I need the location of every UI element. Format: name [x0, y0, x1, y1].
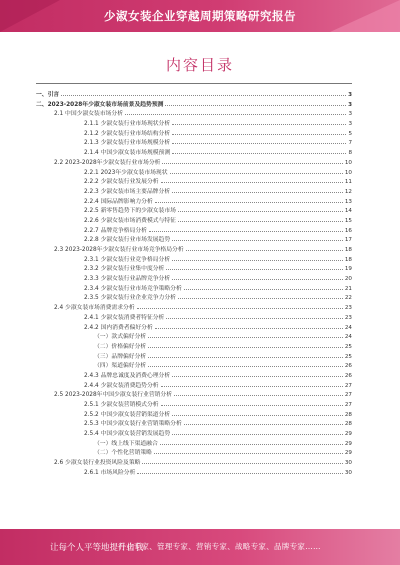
toc-entry[interactable]: [36, 254, 352, 264]
toc-leader-dots: [178, 292, 343, 299]
toc-entry[interactable]: [36, 234, 352, 244]
toc-entry-page: 5: [348, 130, 352, 137]
toc-entry-page: 27: [344, 392, 352, 399]
toc-entry-page: 10: [344, 169, 352, 176]
toc-entry[interactable]: [36, 167, 352, 177]
toc-entry[interactable]: [36, 244, 352, 254]
toc-entry-page: 26: [344, 363, 352, 370]
toc-entry[interactable]: [36, 108, 352, 118]
toc-entry-label: 2.2.3 少淑女装市场主要品牌分析: [84, 188, 171, 195]
toc-entry-label: （二）个性化营销策略: [94, 450, 152, 457]
toc-leader-dots: [170, 167, 343, 174]
footer-banner: [0, 529, 400, 565]
toc-entry[interactable]: [36, 89, 352, 99]
toc-entry-page: 21: [344, 285, 352, 292]
toc-entry-label: 2.5 2023-2028年中国少淑女装行业营销分析: [54, 392, 173, 399]
toc-entry[interactable]: [36, 196, 352, 206]
toc-leader-dots: [172, 409, 343, 416]
toc-entry[interactable]: [36, 467, 352, 477]
toc-entry[interactable]: [36, 341, 352, 351]
toc-leader-dots: [149, 225, 343, 232]
toc-entry[interactable]: [36, 215, 352, 225]
toc-entry-page: 26: [344, 372, 352, 379]
toc-entry-label: 2.2.4 国际品牌影响力分析: [84, 198, 153, 205]
toc-entry-label: 2.5.3 中国少淑女装行业营销策略分析: [84, 421, 182, 428]
toc-entry-label: 2.2.1 2023年少淑女装市场现状: [84, 169, 168, 176]
toc-entry-page: 16: [344, 227, 352, 234]
toc-entry-label: 2.5.1 少淑女装营销模式分析: [84, 402, 159, 408]
toc-entry[interactable]: [36, 447, 352, 457]
toc-entry[interactable]: [36, 283, 352, 293]
toc-entry[interactable]: [36, 399, 352, 409]
toc-leader-dots: [172, 137, 346, 144]
toc-entry-page: 20: [344, 276, 352, 283]
toc-entry-label: 一、引言: [36, 92, 60, 98]
toc-leader-dots: [174, 389, 343, 396]
toc-leader-dots: [172, 147, 346, 154]
toc-entry[interactable]: [36, 205, 352, 215]
toc-entry-label: 2.2.8 少淑女装行业市场发展趋势: [84, 237, 171, 244]
toc-entry-label: 2.3.3 少淑女装行业品牌竞争分析: [84, 276, 171, 283]
toc-entry[interactable]: [36, 292, 352, 302]
toc-entry-page: 27: [344, 402, 352, 408]
toc-leader-dots: [166, 312, 343, 319]
toc-entry[interactable]: [36, 128, 352, 138]
toc-entry-page: 12: [344, 188, 352, 195]
toc-entry-page: 3: [348, 101, 352, 108]
toc-entry-page: 10: [344, 159, 352, 166]
toc-entry-label: 2.2 2023-2028年少淑女装行业市场分析: [54, 159, 161, 166]
toc-entry-page: 29: [344, 450, 352, 457]
toc-entry[interactable]: [36, 351, 352, 361]
toc-entry[interactable]: [36, 186, 352, 196]
toc-entry[interactable]: [36, 99, 352, 109]
toc-leader-dots: [142, 457, 342, 464]
toc-leader-dots: [137, 467, 343, 474]
toc-entry-label: 2.1.3 少淑女装行业市场规模分析: [84, 140, 171, 147]
toc-leader-dots: [172, 273, 343, 280]
toc-entry[interactable]: [36, 457, 352, 467]
toc-entry[interactable]: [36, 370, 352, 380]
toc-entry-page: 3: [348, 121, 352, 128]
toc-entry-label: （四）渠道偏好分析: [94, 363, 147, 370]
toc-entry-page: 19: [344, 266, 352, 273]
toc-heading: 内容目录: [165, 56, 234, 74]
toc-leader-dots: [61, 89, 346, 96]
toc-leader-dots: [172, 118, 346, 125]
toc-entry[interactable]: [36, 322, 352, 332]
toc-leader-dots: [172, 370, 343, 377]
toc-entry-label: 2.6 少淑女装行业投资风险及策略: [54, 460, 141, 467]
toc-entry-page: 30: [344, 469, 352, 476]
toc-entry-page: 30: [344, 460, 352, 467]
toc-entry-label: 2.2.2 少淑女装行业发展分析: [84, 179, 159, 186]
toc-leader-dots: [137, 302, 343, 309]
toc-entry-label: 2.6.1 市场风险分析: [84, 469, 136, 476]
toc-entry-page: 17: [344, 237, 352, 244]
toc-leader-dots: [161, 176, 343, 183]
toc-entry-label: 2.1.1 少淑女装行业市场现状分析: [84, 121, 171, 128]
toc-entry-page: 28: [344, 411, 352, 418]
toc-entry-page: 3: [348, 92, 352, 98]
toc-leader-dots: [166, 263, 343, 270]
toc-entry[interactable]: [36, 360, 352, 370]
toc-entry[interactable]: [36, 312, 352, 322]
toc-entry[interactable]: [36, 302, 352, 312]
toc-entry-page: 22: [344, 295, 352, 302]
toc-entry-label: 2.3.2 少淑女装行业集中度分析: [84, 266, 165, 273]
toc-leader-dots: [148, 351, 343, 358]
toc-leader-dots: [165, 99, 346, 106]
toc-entry[interactable]: [36, 273, 352, 283]
toc-entry-page: 11: [344, 179, 352, 186]
toc-leader-dots: [161, 399, 343, 406]
toc-entry[interactable]: [36, 147, 352, 157]
footer-tagline: 行业专家、管理专家、营销专家、战略专家、品牌专家……: [118, 542, 321, 551]
toc-entry-page: 18: [344, 256, 352, 263]
toc-leader-dots: [172, 234, 343, 241]
toc-leader-dots: [148, 360, 343, 367]
toc-leader-dots: [172, 254, 343, 261]
toc-leader-dots: [160, 438, 343, 445]
toc-entry[interactable]: [36, 137, 352, 147]
toc-leader-dots: [178, 215, 343, 222]
toc-entry-label: 二、2023-2028年少淑女装市场前景及趋势预测: [36, 101, 164, 108]
toc-entry-label: 2.4.3 品牌忠诚度及消费心理分析: [84, 372, 171, 379]
toc-leader-dots: [186, 244, 343, 251]
toc-entry-label: 2.4.2 国内消费者偏好分析: [84, 324, 153, 331]
toc-entry[interactable]: [36, 157, 352, 167]
toc-entry-page: 18: [344, 247, 352, 253]
toc-entry[interactable]: [36, 428, 352, 438]
toc-entry-label: 2.1.2 少淑女装行业市场结构分析: [84, 130, 171, 137]
toc-entry-page: 14: [344, 208, 352, 215]
toc-leader-dots: [178, 205, 343, 212]
toc-entry[interactable]: [36, 380, 352, 390]
toc-entry-label: 2.3.1 少淑女装行业竞争格局分析: [84, 256, 171, 263]
toc-entry-label: 2.3.4 少淑女装行业市场竞争策略分析: [84, 285, 182, 292]
toc-entry-page: 7: [348, 140, 352, 147]
toc-entry-label: 2.4.4 少淑女装消费趋势分析: [84, 382, 159, 389]
toc-leader-dots: [172, 128, 346, 135]
toc-leader-dots: [172, 186, 343, 193]
toc-entry[interactable]: [36, 418, 352, 428]
toc-entry-page: 15: [344, 217, 352, 224]
toc-entry-page: 23: [344, 314, 352, 321]
toc-entry-label: 2.2.6 少淑女装市场消费模式与特征: [84, 217, 176, 224]
toc-entry-page: 24: [344, 324, 352, 331]
toc-entry-page: 25: [344, 343, 352, 350]
toc-entry-label: （三）品牌偏好分析: [94, 353, 147, 360]
toc-entry-page: 24: [344, 334, 352, 341]
toc-leader-dots: [155, 196, 343, 203]
toc-leader-dots: [184, 418, 343, 425]
header-banner: [0, 0, 400, 32]
toc-entry-page: 29: [344, 440, 352, 447]
toc-entry-label: （一）款式偏好分析: [94, 334, 147, 341]
toc-entry-page: 3: [348, 111, 352, 118]
toc-leader-dots: [154, 447, 343, 454]
toc-entry[interactable]: [36, 263, 352, 273]
toc-entry[interactable]: [36, 176, 352, 186]
toc-entry-label: 2.1.4 中国少淑女装市场规模预测: [84, 150, 171, 157]
toc-entry-label: 2.3 2023-2028年少淑女装行业市场竞争格局分析: [54, 247, 184, 253]
toc-leader-dots: [172, 428, 343, 435]
toc-leader-dots: [148, 331, 343, 338]
toc-entry-page: 13: [344, 198, 352, 205]
toc-entry-label: 2.4.1 少淑女装消费者特征分析: [84, 314, 165, 321]
toc-leader-dots: [125, 108, 346, 115]
toc-entry-page: 25: [344, 353, 352, 360]
footer-slogan: 让每个人平等地提升自我: [50, 543, 144, 553]
toc-entry-label: 2.3.5 少淑女装行业企业竞争力分析: [84, 295, 176, 302]
toc-entry-label: （二）价格偏好分析: [94, 343, 147, 350]
toc-entry-label: （一）线上线下渠道融合: [94, 440, 158, 447]
toc-entry-page: 23: [344, 305, 352, 312]
toc-entry-page: 28: [344, 421, 352, 428]
toc-leader-dots: [155, 322, 343, 329]
toc-entry[interactable]: [36, 409, 352, 419]
toc-entry-page: 8: [348, 150, 352, 157]
toc-leader-dots: [162, 157, 342, 164]
toc-entry-label: 2.2.5 新零售趋势下的少淑女装市场: [84, 208, 176, 215]
toc-entry-page: 27: [344, 382, 352, 389]
toc-entry-page: 29: [344, 431, 352, 438]
toc-entry[interactable]: [36, 389, 352, 399]
toc-entry-label: 2.4 少淑女装市场消费需求分析: [54, 305, 135, 312]
toc-leader-dots: [161, 380, 343, 387]
toc-leader-dots: [184, 283, 343, 290]
toc-entry[interactable]: [36, 118, 352, 128]
table-of-contents: [36, 83, 352, 515]
toc-entry[interactable]: [36, 225, 352, 235]
toc-entry-label: 2.2.7 品牌竞争格局分析: [84, 227, 147, 234]
report-title: 少淑女装企业穿越周期策略研究报告: [104, 9, 296, 23]
toc-leader-dots: [148, 341, 343, 348]
toc-entry-label: 2.1 中国少淑女装市场分析: [54, 111, 124, 118]
toc-entry-label: 2.5.2 中国少淑女装营销渠道分析: [84, 411, 171, 418]
toc-entry-label: 2.5.4 中国少淑女装营销发展趋势: [84, 431, 171, 438]
